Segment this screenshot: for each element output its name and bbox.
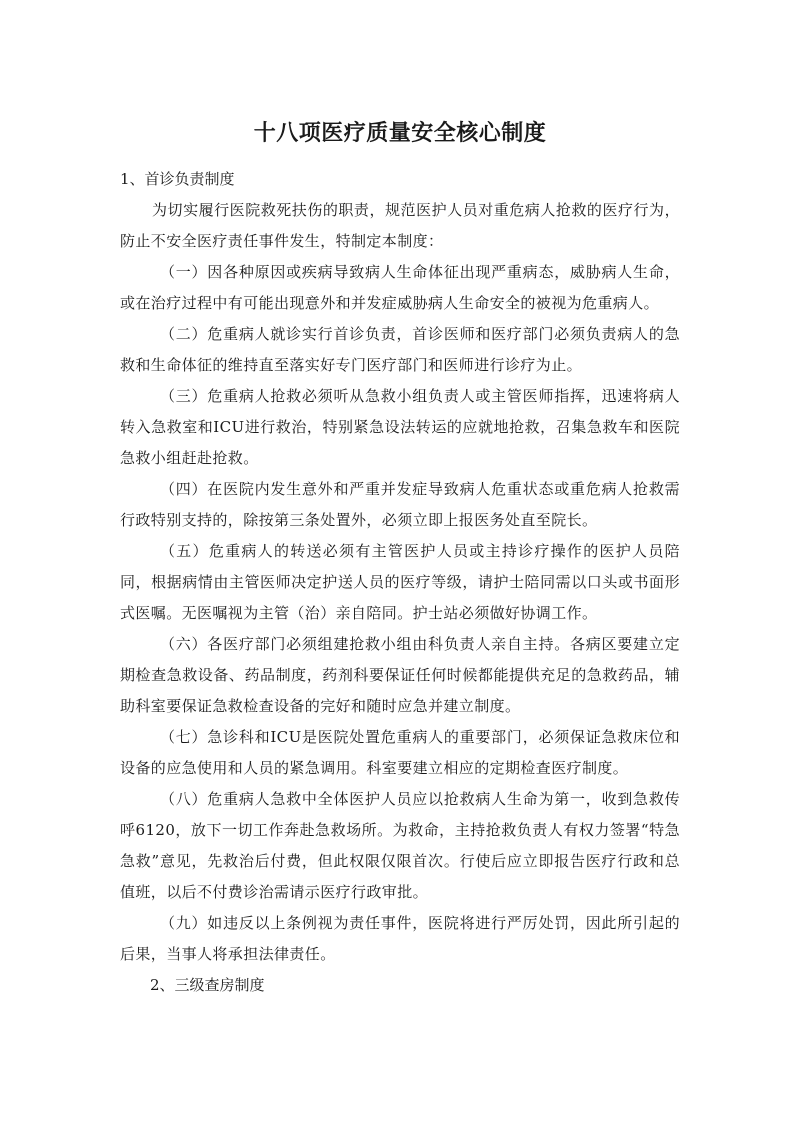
policy-item-5: （五）危重病人的转送必须有主管医护人员或主持诊疗操作的医护人员陪同，根据病情由主管医师决定护送人员的医疗等级，请护士陪同需以口头或书面形式医嘱。无医嘱视为主管（治）亲自陪同。护士站必须做好协调工作。 (120, 542, 680, 622)
policy-item-1: （一）因各种原因或疾病导致病人生命体征出现严重病态，威胁病人生命，或在治疗过程中有可能出现意外和并发症威胁病人生命安全的被视为危重病人。 (120, 263, 680, 312)
policy-item-4: （四）在医院内发生意外和严重并发症导致病人危重状态或重危病人抢救需行政特别支持的，除按第三条处置外，必须立即上报医务处直至院长。 (120, 480, 680, 529)
section-heading-ward-rounds: 2、三级查房制度 (150, 976, 265, 994)
policy-item-3: （三）危重病人抢救必须听从急救小组负责人或主管医师指挥，迅速将病人转入急救室和ICU进行救治，特别紧急设法转运的应就地抢救，召集急救车和医院急救小组赶赴抢救。 (120, 387, 680, 467)
policy-item-9: （九）如违反以上条例视为责任事件，医院将进行严厉处罚，因此所引起的后果，当事人将承担法律责任。 (120, 914, 680, 963)
intro-paragraph: 为切实履行医院救死扶伤的职责，规范医护人员对重危病人抢救的医疗行为，防止不安全医疗责任事件发生，特制定本制度： (120, 201, 680, 250)
document-title: 十八项医疗质量安全核心制度 (253, 121, 547, 146)
policy-item-7: （七）急诊科和ICU是医院处置危重病人的重要部门，必须保证急救床位和设备的应急使用和人员的紧急调用。科室要建立相应的定期检查医疗制度。 (120, 728, 680, 777)
policy-item-8: （八）危重病人急救中全体医护人员应以抢救病人生命为第一，收到急救传呼6120，放下一切工作奔赴急救场所。为救命，主持抢救负责人有权力签署“特急急救”意见，先救治后付费，但此权限仅限首次。行使后应立即报告医疗行政和总值班，以后不付费诊治需请示医疗行政审批。 (120, 790, 680, 901)
section-heading-first-visit: 1、首诊负责制度 (120, 170, 235, 188)
policy-item-6: （六）各医疗部门必须组建抢救小组由科负责人亲自主持。各病区要建立定期检查急救设备、药品制度，药剂科要保证任何时候都能提供充足的急救药品，辅助科室要保证急救检查设备的完好和随时应急并建立制度。 (120, 635, 680, 715)
policy-item-2: （二）危重病人就诊实行首诊负责，首诊医师和医疗部门必须负责病人的急救和生命体征的维持直至落实好专门医疗部门和医师进行诊疗为止。 (120, 325, 680, 374)
